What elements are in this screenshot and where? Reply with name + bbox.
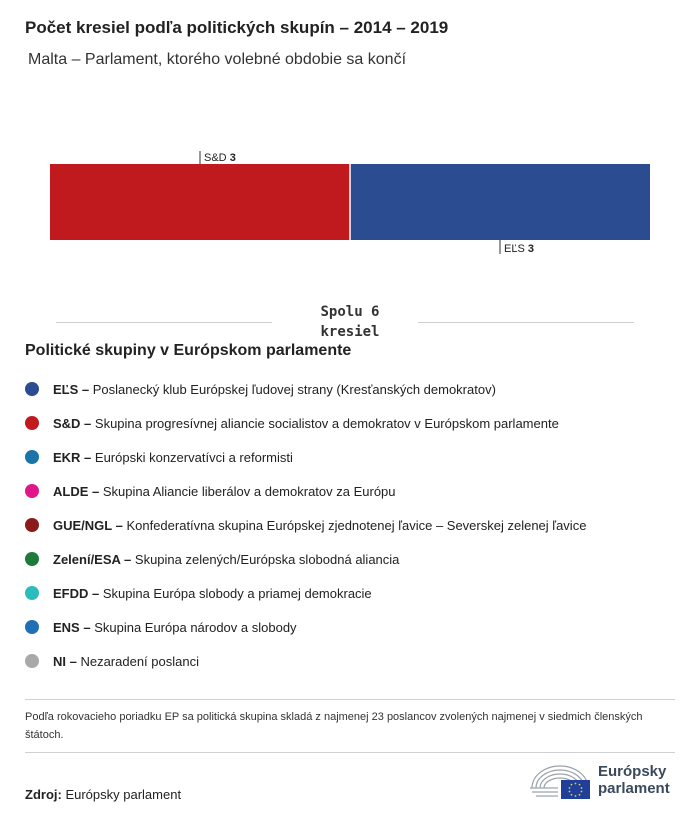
legend-item	[25, 542, 586, 576]
source-value: Európsky parlament	[61, 787, 182, 802]
note-divider-bottom	[25, 752, 675, 753]
legend-abbr: ALDE –	[53, 483, 100, 499]
footnote: Podľa rokovacieho poriadku EP sa politická skupina skladá z najmenej 23 poslancov zvolených najmenej v siedmich členských štátoch.	[25, 711, 643, 741]
legend-abbr: GUE/NGL –	[53, 517, 123, 533]
legend-swatch-icon	[25, 382, 39, 396]
legend-abbr: EKR –	[53, 449, 92, 465]
ep-logo-text	[598, 763, 670, 797]
total-seats-label: Spolu 6 kresiel	[320, 304, 380, 340]
ep-hemicycle-flag-icon	[528, 760, 592, 800]
source-label: Zdroj:	[25, 787, 62, 802]
legend-list	[25, 372, 586, 678]
legend-abbr: EĽS –	[53, 381, 90, 397]
legend-swatch-icon	[25, 416, 39, 430]
legend-swatch-icon	[25, 450, 39, 464]
legend-item	[25, 610, 586, 644]
legend-desc: Európski konzervatívci a reformisti	[91, 449, 293, 465]
legend-item	[25, 508, 586, 542]
legend-item	[25, 440, 586, 474]
ep-logo-line1: Európsky	[598, 763, 667, 780]
legend-desc: Skupina Európa národov a slobody	[90, 619, 297, 635]
bar-segment-0	[50, 164, 350, 240]
note-divider-top	[25, 699, 675, 700]
legend-item	[25, 576, 586, 610]
legend-abbr: EFDD –	[53, 585, 100, 601]
legend-desc: Konfederatívna skupina Európskej zjednotenej ľavice – Severskej zelenej ľavice	[122, 517, 587, 533]
divider-right	[418, 322, 634, 323]
legend-swatch-icon	[25, 484, 39, 498]
legend-desc: Nezaradení poslanci	[76, 653, 199, 669]
bar-segment-1	[350, 164, 650, 240]
legend-item	[25, 474, 586, 508]
legend-desc: Skupina progresívnej aliancie socialistov a demokratov v Európskom parlamente	[91, 415, 559, 431]
legend-swatch-icon	[25, 518, 39, 532]
chart-title: Počet kresiel podľa politických skupín – 2014 – 2019	[25, 18, 449, 37]
legend-item	[25, 372, 586, 406]
legend-desc: Skupina Európa slobody a priamej demokracie	[99, 585, 372, 601]
legend-abbr: NI –	[53, 653, 77, 669]
ep-logo	[528, 760, 670, 800]
legend-item	[25, 644, 586, 678]
legend-item	[25, 406, 586, 440]
legend-swatch-icon	[25, 620, 39, 634]
legend-desc: Skupina Aliancie liberálov a demokratov za Európu	[99, 483, 396, 499]
legend-desc: Skupina zelených/Európska slobodná aliancia	[131, 551, 400, 567]
legend-desc: Poslanecký klub Európskej ľudovej strany (Kresťanských demokratov)	[89, 381, 496, 397]
chart-subtitle: Malta – Parlament, ktorého volebné obdobie sa končí	[28, 51, 407, 68]
segment-label: S&D 3	[204, 152, 236, 164]
legend-abbr: ENS –	[53, 619, 91, 635]
legend-swatch-icon	[25, 586, 39, 600]
seat-bar-chart	[0, 140, 700, 265]
divider-left	[56, 322, 272, 323]
legend-swatch-icon	[25, 654, 39, 668]
legend-abbr: S&D –	[53, 415, 92, 431]
segment-label: EĽS 3	[504, 243, 534, 255]
ep-logo-line2: parlament	[598, 780, 670, 797]
legend-swatch-icon	[25, 552, 39, 566]
legend-abbr: Zelení/ESA –	[53, 551, 132, 567]
source-line	[25, 787, 181, 802]
legend-title: Politické skupiny v Európskom parlamente	[25, 342, 352, 359]
